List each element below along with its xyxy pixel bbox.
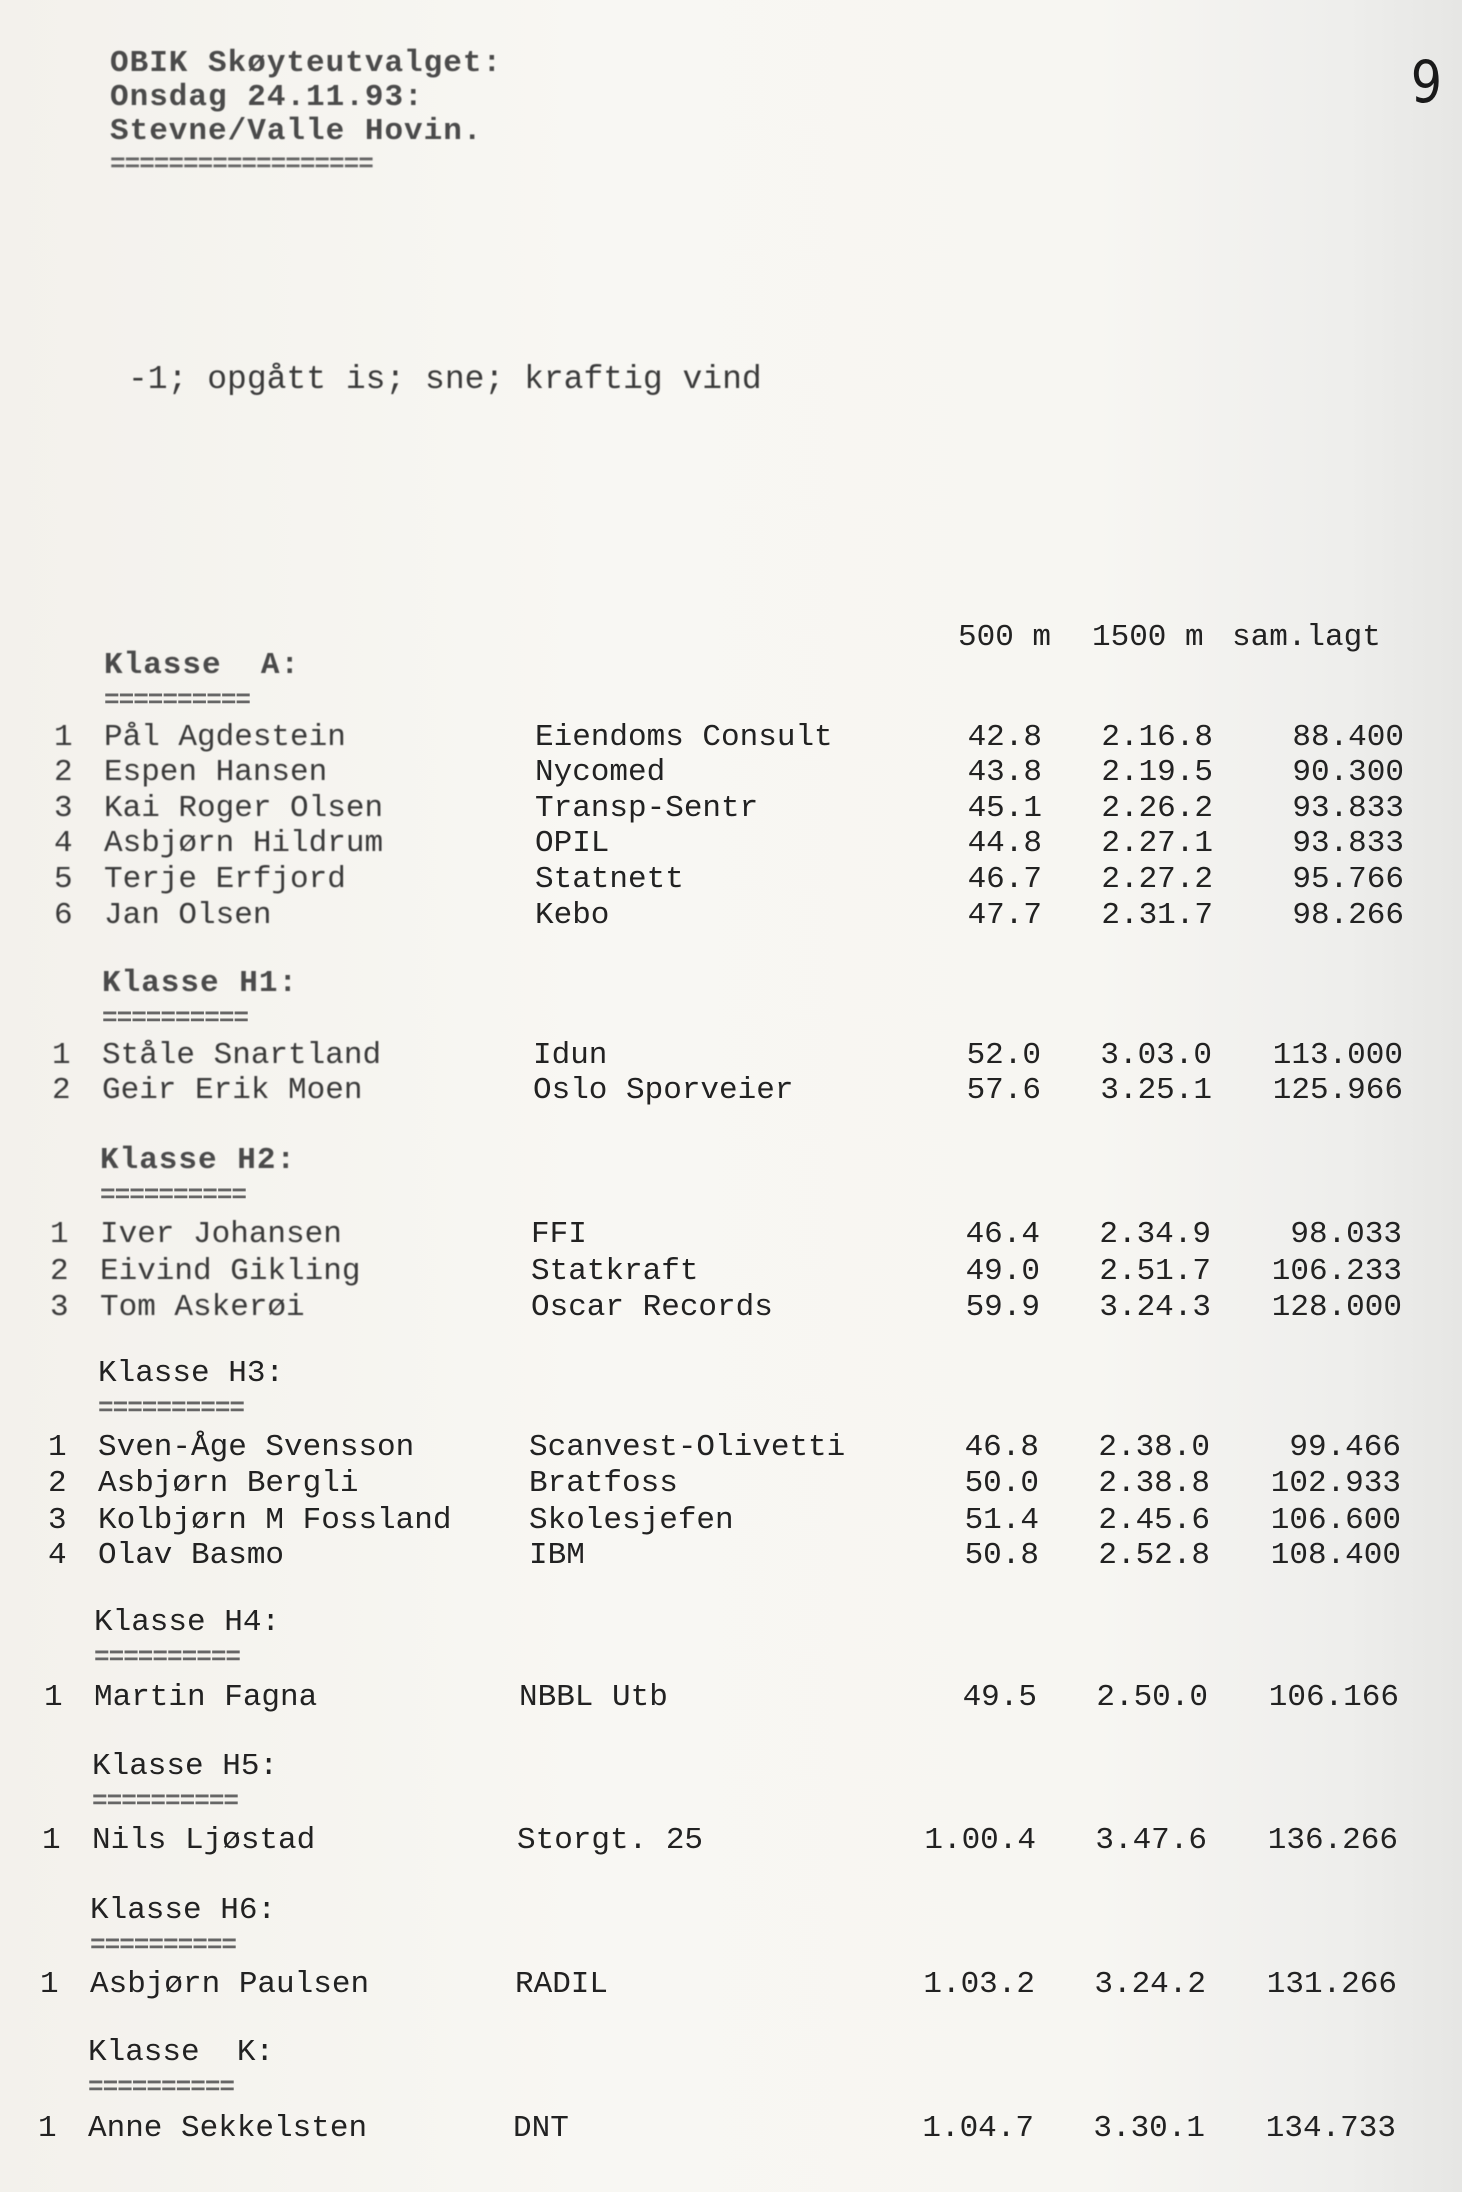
total-points: 125.966 [1272, 1073, 1403, 1108]
skater-name: Asbjørn Hildrum [104, 826, 384, 861]
club-name: Nycomed [535, 755, 666, 790]
total-points: 98.033 [1290, 1217, 1402, 1252]
time-1500m: 2.27.2 [1101, 862, 1213, 897]
skater-name: Sven-Åge Svensson [98, 1430, 415, 1465]
rank: 1 [50, 1217, 69, 1252]
result-row [0, 1823, 1462, 1859]
skater-name: Martin Fagna [94, 1680, 318, 1715]
rank: 1 [52, 1038, 71, 1073]
rank: 1 [48, 1430, 67, 1465]
result-row [0, 1073, 1462, 1109]
rank: 1 [44, 1680, 63, 1715]
time-1500m: 2.52.8 [1098, 1538, 1210, 1573]
total-points: 106.166 [1268, 1680, 1399, 1715]
club-name: Scanvest-Olivetti [529, 1430, 846, 1465]
time-1500m: 2.26.2 [1101, 791, 1213, 826]
time-1500m: 2.51.7 [1099, 1254, 1211, 1289]
column-header-sum: sam.lagt [1232, 620, 1381, 655]
total-points: 98.266 [1292, 898, 1404, 933]
time-500m: 47.7 [967, 898, 1042, 933]
column-header-1500m: 1500 m [1092, 620, 1204, 655]
time-1500m: 3.03.0 [1100, 1038, 1212, 1073]
time-500m: 57.6 [966, 1073, 1041, 1108]
skater-name: Pål Agdestein [104, 720, 346, 755]
skater-name: Asbjørn Bergli [98, 1466, 359, 1501]
skater-name: Tom Askerøi [100, 1290, 305, 1325]
club-name: Skolesjefen [529, 1503, 734, 1538]
result-row [0, 898, 1462, 934]
time-1500m: 3.24.2 [1094, 1967, 1206, 2002]
class-separator: ========== [90, 1930, 237, 1960]
result-row [0, 1290, 1462, 1326]
result-row [0, 755, 1462, 791]
rank: 1 [38, 2111, 57, 2146]
time-1500m: 3.30.1 [1093, 2111, 1205, 2146]
club-name: NBBL Utb [519, 1680, 668, 1715]
rank: 5 [54, 862, 73, 897]
club-name: Statkraft [531, 1254, 699, 1289]
time-1500m: 2.34.9 [1099, 1217, 1211, 1252]
skater-name: Iver Johansen [100, 1217, 342, 1252]
total-points: 88.400 [1292, 720, 1404, 755]
header-underline: ================== [110, 149, 373, 179]
rank: 4 [48, 1538, 67, 1573]
club-name: Storgt. 25 [517, 1823, 704, 1858]
total-points: 90.300 [1292, 755, 1404, 790]
time-1500m: 2.31.7 [1101, 898, 1213, 933]
class-label: Klasse A: [104, 648, 301, 683]
club-name: Transp-Sentr [535, 791, 759, 826]
time-500m: 49.5 [962, 1680, 1037, 1715]
time-500m: 50.0 [964, 1466, 1039, 1501]
club-name: Bratfoss [529, 1466, 678, 1501]
skater-name: Jan Olsen [104, 898, 272, 933]
total-points: 93.833 [1292, 826, 1404, 861]
club-name: Kebo [535, 898, 610, 933]
time-500m: 46.4 [965, 1217, 1040, 1252]
total-points: 93.833 [1292, 791, 1404, 826]
rank: 6 [54, 898, 73, 933]
result-row [0, 1254, 1462, 1290]
total-points: 106.233 [1271, 1254, 1402, 1289]
class-separator: ========== [94, 1642, 241, 1672]
total-points: 95.766 [1292, 862, 1404, 897]
total-points: 99.466 [1289, 1430, 1401, 1465]
rank: 3 [50, 1290, 69, 1325]
time-500m: 52.0 [966, 1038, 1041, 1073]
time-500m: 1.04.7 [922, 2111, 1034, 2146]
class-label: Klasse H6: [90, 1893, 277, 1928]
time-500m: 42.8 [967, 720, 1042, 755]
result-row [0, 826, 1462, 862]
result-row [0, 1217, 1462, 1253]
time-500m: 1.00.4 [924, 1823, 1036, 1858]
class-label: Klasse H4: [94, 1605, 281, 1640]
rank: 2 [48, 1466, 67, 1501]
result-row [0, 2111, 1462, 2147]
column-header-500m: 500 m [958, 620, 1052, 655]
time-500m: 59.9 [965, 1290, 1040, 1325]
result-row [0, 1038, 1462, 1074]
rank: 1 [40, 1967, 59, 2002]
skater-name: Eivind Gikling [100, 1254, 361, 1289]
rank: 2 [54, 755, 73, 790]
club-name: IBM [529, 1538, 585, 1573]
time-1500m: 2.19.5 [1101, 755, 1213, 790]
class-label: Klasse K: [88, 2035, 275, 2070]
total-points: 108.400 [1270, 1538, 1401, 1573]
handwritten-page-number: 9 [1410, 48, 1443, 116]
club-name: RADIL [515, 1967, 609, 2002]
rank: 3 [48, 1503, 67, 1538]
class-label: Klasse H3: [98, 1356, 285, 1391]
total-points: 131.266 [1266, 1967, 1397, 2002]
skater-name: Ståle Snartland [102, 1038, 382, 1073]
skater-name: Kai Roger Olsen [104, 791, 384, 826]
skater-name: Anne Sekkelsten [88, 2111, 368, 2146]
club-name: Eiendoms Consult [535, 720, 833, 755]
time-1500m: 3.47.6 [1095, 1823, 1207, 1858]
time-500m: 50.8 [964, 1538, 1039, 1573]
rank: 1 [54, 720, 73, 755]
result-row [0, 862, 1462, 898]
time-500m: 43.8 [967, 755, 1042, 790]
class-separator: ========== [102, 1003, 249, 1033]
class-separator: ========== [98, 1393, 245, 1423]
rank: 2 [52, 1073, 71, 1108]
skater-name: Espen Hansen [104, 755, 328, 790]
club-name: Oscar Records [531, 1290, 773, 1325]
time-1500m: 2.50.0 [1096, 1680, 1208, 1715]
class-separator: ========== [88, 2072, 235, 2102]
class-label: Klasse H1: [102, 966, 299, 1001]
club-name: Statnett [535, 862, 684, 897]
club-name: OPIL [535, 826, 610, 861]
time-1500m: 2.38.0 [1098, 1430, 1210, 1465]
time-1500m: 2.27.1 [1101, 826, 1213, 861]
club-name: Idun [533, 1038, 608, 1073]
total-points: 113.000 [1272, 1038, 1403, 1073]
time-1500m: 3.25.1 [1100, 1073, 1212, 1108]
skater-name: Asbjørn Paulsen [90, 1967, 370, 2002]
time-500m: 49.0 [965, 1254, 1040, 1289]
skater-name: Nils Ljøstad [92, 1823, 316, 1858]
class-label: Klasse H5: [92, 1749, 279, 1784]
result-row [0, 1967, 1462, 2003]
header-venue: Stevne/Valle Hovin. [110, 114, 483, 149]
result-row [0, 1430, 1462, 1466]
rank: 4 [54, 826, 73, 861]
time-1500m: 2.45.6 [1098, 1503, 1210, 1538]
total-points: 134.733 [1265, 2111, 1396, 2146]
time-500m: 51.4 [964, 1503, 1039, 1538]
class-separator: ========== [92, 1786, 239, 1816]
total-points: 136.266 [1267, 1823, 1398, 1858]
class-label: Klasse H2: [100, 1143, 297, 1178]
conditions-note: -1; opgått is; sne; kraftig vind [128, 361, 762, 398]
total-points: 106.600 [1270, 1503, 1401, 1538]
class-separator: ========== [100, 1180, 247, 1210]
time-500m: 45.1 [967, 791, 1042, 826]
time-1500m: 3.24.3 [1099, 1290, 1211, 1325]
header-org: OBIK Skøyteutvalget: [110, 46, 503, 81]
club-name: Oslo Sporveier [533, 1073, 794, 1108]
result-row [0, 1466, 1462, 1502]
time-500m: 46.7 [967, 862, 1042, 897]
club-name: DNT [513, 2111, 569, 2146]
time-1500m: 2.38.8 [1098, 1466, 1210, 1501]
skater-name: Geir Erik Moen [102, 1073, 363, 1108]
skater-name: Kolbjørn M Fossland [98, 1503, 452, 1538]
rank: 3 [54, 791, 73, 826]
header-date: Onsdag 24.11.93: [110, 80, 424, 115]
time-500m: 46.8 [964, 1430, 1039, 1465]
total-points: 128.000 [1271, 1290, 1402, 1325]
club-name: FFI [531, 1217, 587, 1252]
class-separator: ========== [104, 685, 251, 715]
result-row [0, 791, 1462, 827]
skater-name: Terje Erfjord [104, 862, 346, 897]
rank: 1 [42, 1823, 61, 1858]
skater-name: Olav Basmo [98, 1538, 285, 1573]
result-row [0, 1503, 1462, 1539]
result-row [0, 1680, 1462, 1716]
time-500m: 1.03.2 [923, 1967, 1035, 2002]
result-row [0, 1538, 1462, 1574]
total-points: 102.933 [1270, 1466, 1401, 1501]
result-row [0, 720, 1462, 756]
time-500m: 44.8 [967, 826, 1042, 861]
time-1500m: 2.16.8 [1101, 720, 1213, 755]
rank: 2 [50, 1254, 69, 1289]
